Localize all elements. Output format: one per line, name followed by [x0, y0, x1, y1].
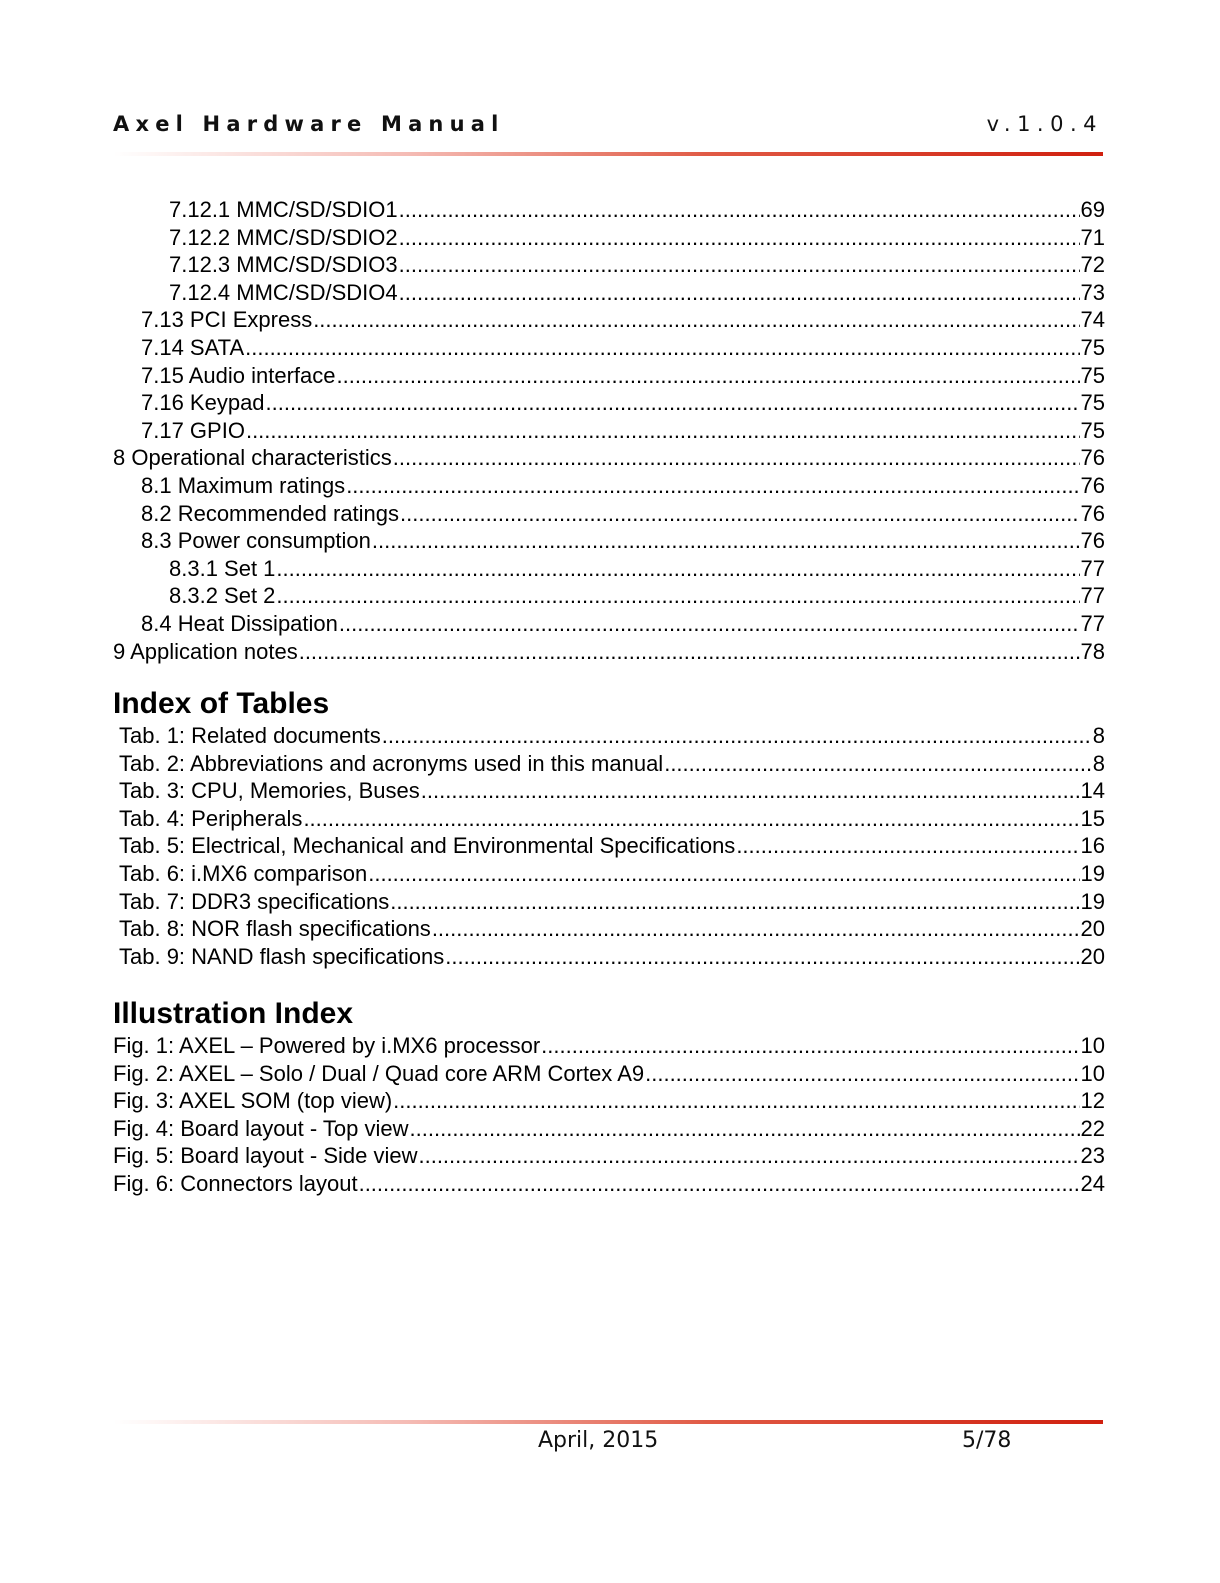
illustration-index — [113, 996, 1105, 1198]
table-index-entry[interactable]: Tab. 3: CPU, Memories, Buses ..... 14 — [113, 777, 1105, 805]
toc-entry[interactable]: 8.2 Recommended ratings ..... 76 — [113, 500, 1105, 528]
illustration-index-entry[interactable]: Fig. 3: AXEL SOM (top view) ..... 12 — [113, 1087, 1105, 1115]
toc-entry[interactable]: 8.4 Heat Dissipation ..... 77 — [113, 610, 1105, 638]
illustration-index-entry[interactable]: Fig. 1: AXEL – Powered by i.MX6 processor ..... 10 — [113, 1032, 1105, 1060]
illustration-index-entry[interactable]: Fig. 4: Board layout - Top view ..... 22 — [113, 1115, 1105, 1143]
toc-entry[interactable]: 8.3.2 Set 2 ..... 77 — [113, 582, 1105, 610]
illustration-index-entry[interactable]: Fig. 2: AXEL – Solo / Dual / Quad core ARM Cortex A9 ..... 10 — [113, 1060, 1105, 1088]
footer-date: April, 2015 — [538, 1428, 659, 1453]
page-number: 5/78 — [962, 1428, 1012, 1453]
toc-entry[interactable]: 7.12.3 MMC/SD/SDIO3 ..... 72 — [113, 251, 1105, 279]
toc-entry[interactable]: 7.12.1 MMC/SD/SDIO1 ..... 69 — [113, 196, 1105, 224]
toc-entry[interactable]: 8.3.1 Set 1 ..... 77 — [113, 555, 1105, 583]
table-index-entry[interactable]: Tab. 8: NOR flash specifications ..... 20 — [113, 915, 1105, 943]
table-index-entry[interactable]: Tab. 1: Related documents ..... 8 — [113, 722, 1105, 750]
toc-entry[interactable]: 7.16 Keypad ..... 75 — [113, 389, 1105, 417]
toc-entry[interactable]: 8.1 Maximum ratings ..... 76 — [113, 472, 1105, 500]
index-of-tables — [113, 686, 1105, 970]
illustration-index-heading: Illustration Index — [113, 997, 354, 1030]
header-divider — [113, 152, 1103, 156]
toc-entry[interactable]: 7.14 SATA ..... 75 — [113, 334, 1105, 362]
table-index-entry[interactable]: Tab. 7: DDR3 specifications ..... 19 — [113, 888, 1105, 916]
toc-entry[interactable]: 7.12.4 MMC/SD/SDIO4 ..... 73 — [113, 279, 1105, 307]
toc-entry[interactable]: 7.12.2 MMC/SD/SDIO2 ..... 71 — [113, 224, 1105, 252]
footer-divider — [113, 1420, 1103, 1424]
toc-entry[interactable]: 7.15 Audio interface ..... 75 — [113, 362, 1105, 390]
toc-entry[interactable]: 7.13 PCI Express ..... 74 — [113, 306, 1105, 334]
table-index-entry[interactable]: Tab. 9: NAND flash specifications ..... 20 — [113, 943, 1105, 971]
toc-entry[interactable]: 9 Application notes ..... 78 — [113, 638, 1105, 666]
toc-entry[interactable]: 8 Operational characteristics ..... 76 — [113, 444, 1105, 472]
table-index-entry[interactable]: Tab. 2: Abbreviations and acronyms used in this manual ..... 8 — [113, 750, 1105, 778]
toc-entry[interactable]: 8.3 Power consumption ..... 76 — [113, 527, 1105, 555]
table-index-entry[interactable]: Tab. 4: Peripherals ..... 15 — [113, 805, 1105, 833]
table-index-entry[interactable]: Tab. 6: i.MX6 comparison ..... 19 — [113, 860, 1105, 888]
page-header — [113, 112, 1103, 142]
document-title: Axel Hardware Manual — [113, 112, 505, 136]
toc-entry[interactable]: 7.17 GPIO ..... 75 — [113, 417, 1105, 445]
index-of-tables-heading: Index of Tables — [113, 687, 330, 720]
table-index-entry[interactable]: Tab. 5: Electrical, Mechanical and Environmental Specifications ..... 16 — [113, 832, 1105, 860]
illustration-index-entry[interactable]: Fig. 5: Board layout - Side view ..... 23 — [113, 1142, 1105, 1170]
document-version: v.1.0.4 — [986, 112, 1103, 136]
illustration-index-entry[interactable]: Fig. 6: Connectors layout ..... 24 — [113, 1170, 1105, 1198]
table-of-contents — [113, 196, 1105, 665]
